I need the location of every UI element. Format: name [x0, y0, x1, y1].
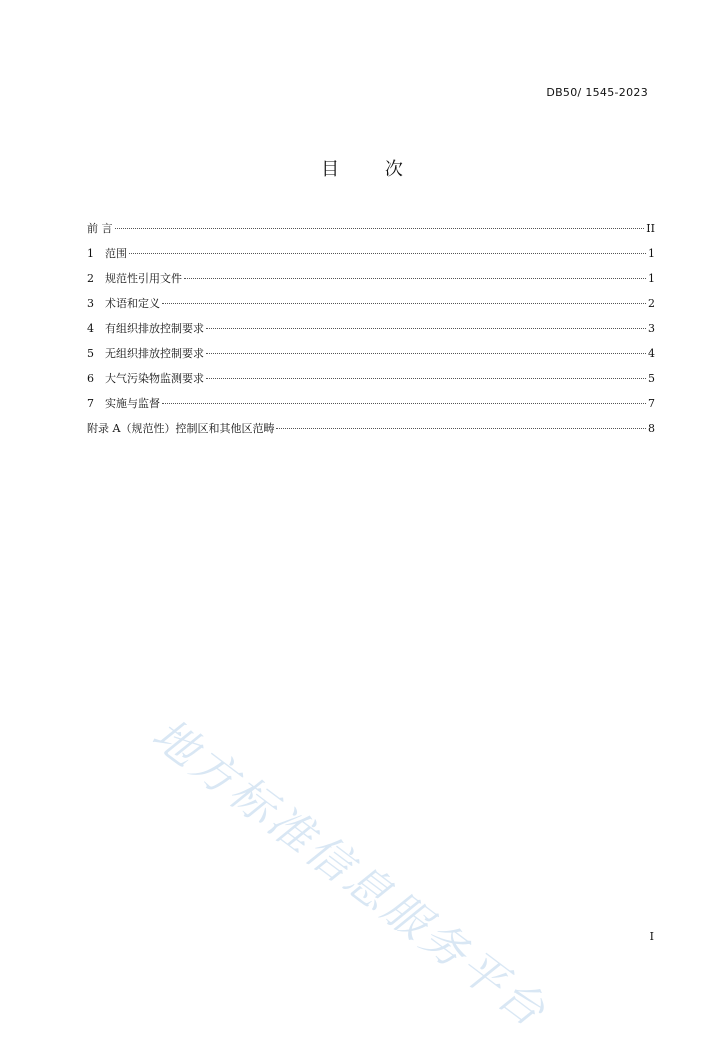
toc-number: 3 [87, 297, 94, 310]
toc-page: 3 [648, 322, 655, 335]
toc-page: 4 [648, 347, 655, 360]
toc-label: 规范性引用文件 [105, 272, 182, 285]
toc-page: 2 [648, 297, 655, 310]
toc-leader [206, 378, 646, 379]
toc-label: 无组织排放控制要求 [105, 347, 204, 360]
toc-number: 6 [87, 372, 94, 385]
standard-code: DB50/ 1545-2023 [546, 86, 648, 99]
toc-label: 实施与监督 [105, 397, 160, 410]
toc-entry-6[interactable] [87, 370, 655, 395]
toc-entry-4[interactable] [87, 320, 655, 345]
toc-leader [184, 278, 646, 279]
toc-label: 前 言 [87, 222, 113, 235]
toc-number: 5 [87, 347, 94, 360]
toc-leader [115, 228, 645, 229]
toc-label: 术语和定义 [105, 297, 160, 310]
toc-label: 附录 A（规范性）控制区和其他区范畴 [87, 422, 275, 435]
toc-label: 有组织排放控制要求 [105, 322, 204, 335]
toc-page: 7 [648, 397, 655, 410]
toc-entry-1[interactable] [87, 245, 655, 270]
toc-leader [276, 428, 646, 429]
toc-entry-7[interactable] [87, 395, 655, 420]
toc-page: 1 [648, 272, 655, 285]
toc-page: 8 [648, 422, 655, 435]
toc-number: 7 [87, 397, 94, 410]
toc-leader [206, 353, 646, 354]
toc-label: 大气污染物监测要求 [105, 372, 204, 385]
toc-page: 1 [648, 247, 655, 260]
toc-entry-appendix-a[interactable] [87, 420, 655, 445]
table-of-contents [87, 220, 655, 445]
toc-leader [206, 328, 646, 329]
toc-entry-foreword[interactable] [87, 220, 655, 245]
toc-leader [162, 303, 646, 304]
toc-number: 1 [87, 247, 94, 260]
toc-entry-5[interactable] [87, 345, 655, 370]
toc-number: 2 [87, 272, 94, 285]
page-number: I [649, 930, 654, 943]
toc-number: 4 [87, 322, 94, 335]
toc-entry-3[interactable] [87, 295, 655, 320]
toc-label: 范围 [105, 247, 127, 260]
watermark: 地方标准信息服务平台 [142, 708, 557, 1039]
toc-leader [129, 253, 646, 254]
toc-page: II [646, 222, 655, 235]
toc-page: 5 [648, 372, 655, 385]
page-title: 目 次 [321, 159, 423, 180]
toc-leader [162, 403, 646, 404]
toc-entry-2[interactable] [87, 270, 655, 295]
